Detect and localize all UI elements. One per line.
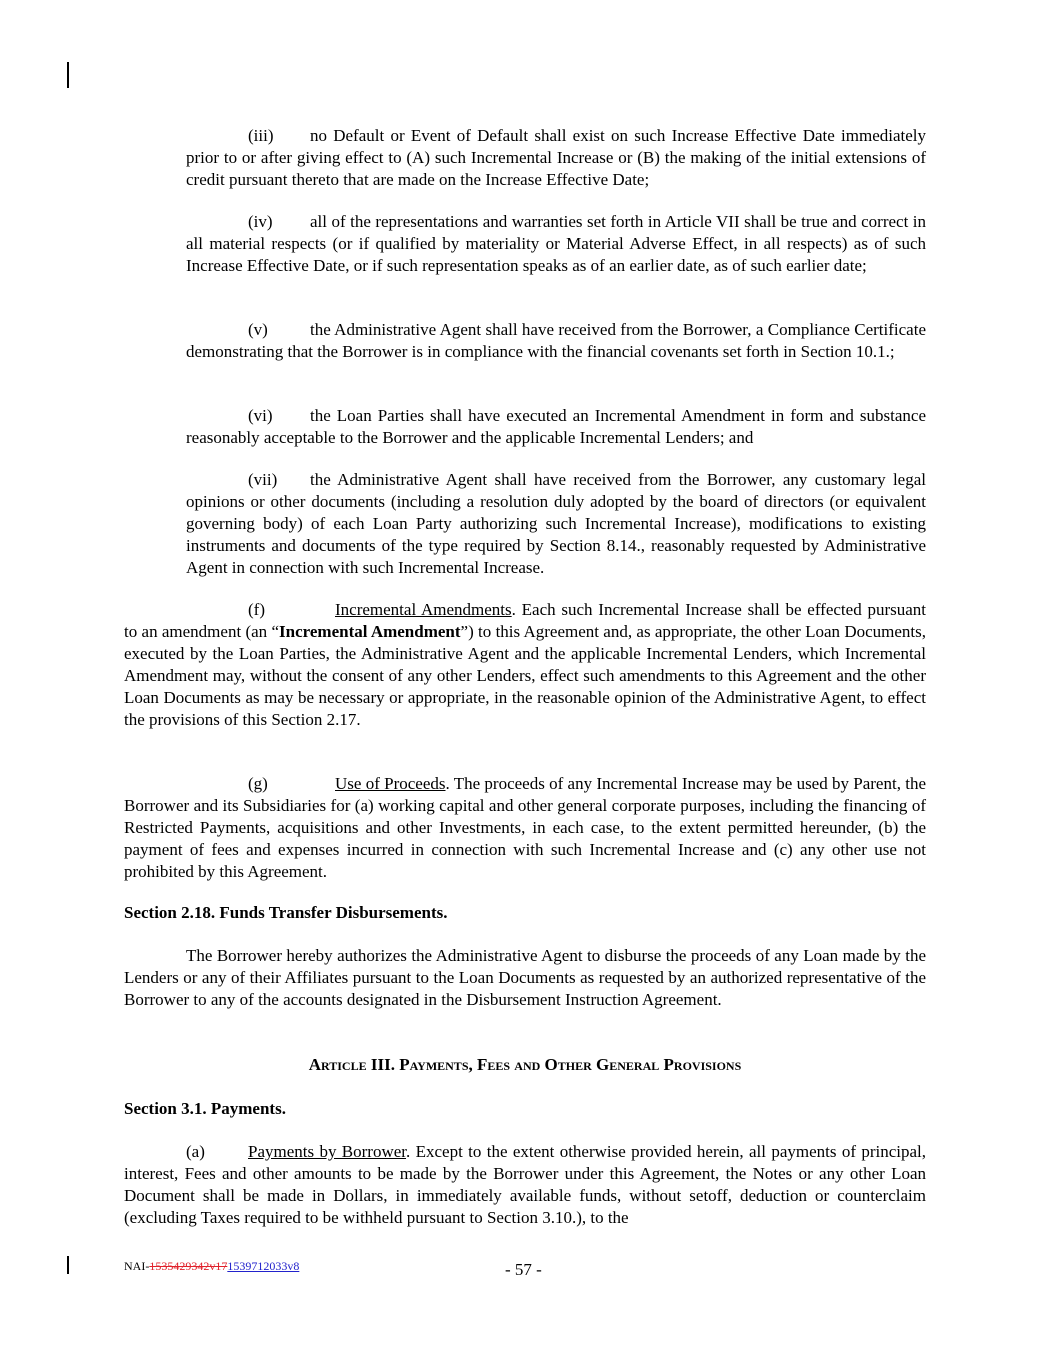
clause-text: . Each such Incremental Increase shall be effected pursuant to an amendment (an “ (124, 600, 926, 641)
clause-number: (f) (248, 600, 265, 619)
clause-iii (186, 125, 926, 191)
clause-a (124, 1141, 926, 1229)
clause-number: (vii) (248, 470, 278, 489)
clause-text: ”) to this Agreement and, as appropriate, the other Loan Documents, executed by the Loan Parties, the Administrative Agent and the applicable Incremental Lenders, which Incremental Amendment may, without the consent of any other Lenders, effect such amendments to this Agreement and the other Loan Documents as may be necessary or appropriate, in the reasonable opinion of the Administrative Agent, to effect the provisions of this Section 2.17. (124, 622, 926, 729)
clause-text: . Except to the extent otherwise provided herein, all payments of principal, interest, Fees and other amounts to be made by the Borrower under this Agreement, the Notes or any other Loan Document shall be made in Dollars, in immediately available funds, without setoff, deduction or counterclaim (excluding Taxes required to be withheld pursuant to Section 3.10.), to the (124, 1142, 926, 1227)
clause-text: the Administrative Agent shall have received from the Borrower, any customary legal opinions or other documents (including a resolution duly adopted by the board of directors (or equivalent governing body) of each Loan Party authorizing such Incremental Increase), modifications to existing instruments and documents of the type required by Section 8.14., reasonably requested by Administrative Agent in connection with such Incremental Increase. (186, 470, 926, 577)
doc-id-inserted: 1539712033v8 (227, 1259, 300, 1273)
section-heading: Section 2.18. Funds Transfer Disbursements. (124, 903, 448, 922)
clause-text: no Default or Event of Default shall exist on such Increase Effective Date immediately prior to or after giving effect to (A) such Incremental Increase or (B) the making of the initial extensions of credit pursuant thereto that are made on the Increase Effective Date; (186, 126, 926, 189)
clause-number: (iv) (248, 212, 273, 231)
clause-text: the Loan Parties shall have executed an Incremental Amendment in form and substance reasonably acceptable to the Borrower and the applicable Incremental Lenders; and (186, 406, 926, 447)
clause-text: . The proceeds of any Incremental Increase may be used by Parent, the Borrower and its Subsidiaries for (a) working capital and other general corporate purposes, including the financing of Restricted Payments, acquisitions and other Investments, in each case, to the extent permitted hereunder, (b) the payment of fees and expenses incurred in connection with such Incremental Increase and (c) any other use not prohibited by this Agreement. (124, 774, 926, 881)
clause-text: the Administrative Agent shall have received from the Borrower, a Compliance Certificate demonstrating that the Borrower is in compliance with the financial covenants set forth in Section 10.1.; (186, 320, 926, 361)
clause-vi (186, 405, 926, 449)
page-number: - 57 - (505, 1260, 542, 1279)
clause-iv (186, 211, 926, 277)
defined-term: Incremental Amendment (279, 622, 461, 641)
change-bar (67, 1256, 69, 1274)
clause-v (186, 319, 926, 363)
clause-title: Use of Proceeds (335, 774, 446, 793)
clause-number: (g) (248, 774, 268, 793)
clause-number: (iii) (248, 126, 274, 145)
clause-f (124, 599, 926, 731)
section-heading: Section 3.1. Payments. (124, 1099, 286, 1118)
clause-text: all of the representations and warranties set forth in Article VII shall be true and correct in all material respects (or if qualified by materiality or Material Adverse Effect, in all respects) as of such Increase Effective Date, or if such representation speaks as of an earlier date, as of such earlier date; (186, 212, 926, 275)
clause-title: Incremental Amendments (335, 600, 512, 619)
article-heading: Article III. Payments, Fees and Other General Provisions (308, 1055, 742, 1074)
clause-g (124, 773, 926, 883)
doc-id-prefix: NAI- (124, 1259, 150, 1273)
clause-title: Payments by Borrower (248, 1142, 407, 1161)
clause-number: (a) (186, 1142, 205, 1161)
change-bar (67, 62, 69, 88)
clause-vii (186, 469, 926, 579)
section-body (124, 945, 926, 1011)
clause-number: (vi) (248, 406, 273, 425)
section-text: The Borrower hereby authorizes the Administrative Agent to disburse the proceeds of any Loan made by the Lenders or any of their Affiliates pursuant to the Loan Documents as requested by an authorized representative of the Borrower to any of the accounts designated in the Disbursement Instruction Agreement. (124, 946, 926, 1009)
doc-id-deleted: 1535429342v17 (149, 1259, 228, 1273)
document-id (124, 1259, 299, 1274)
clause-number: (v) (248, 320, 268, 339)
